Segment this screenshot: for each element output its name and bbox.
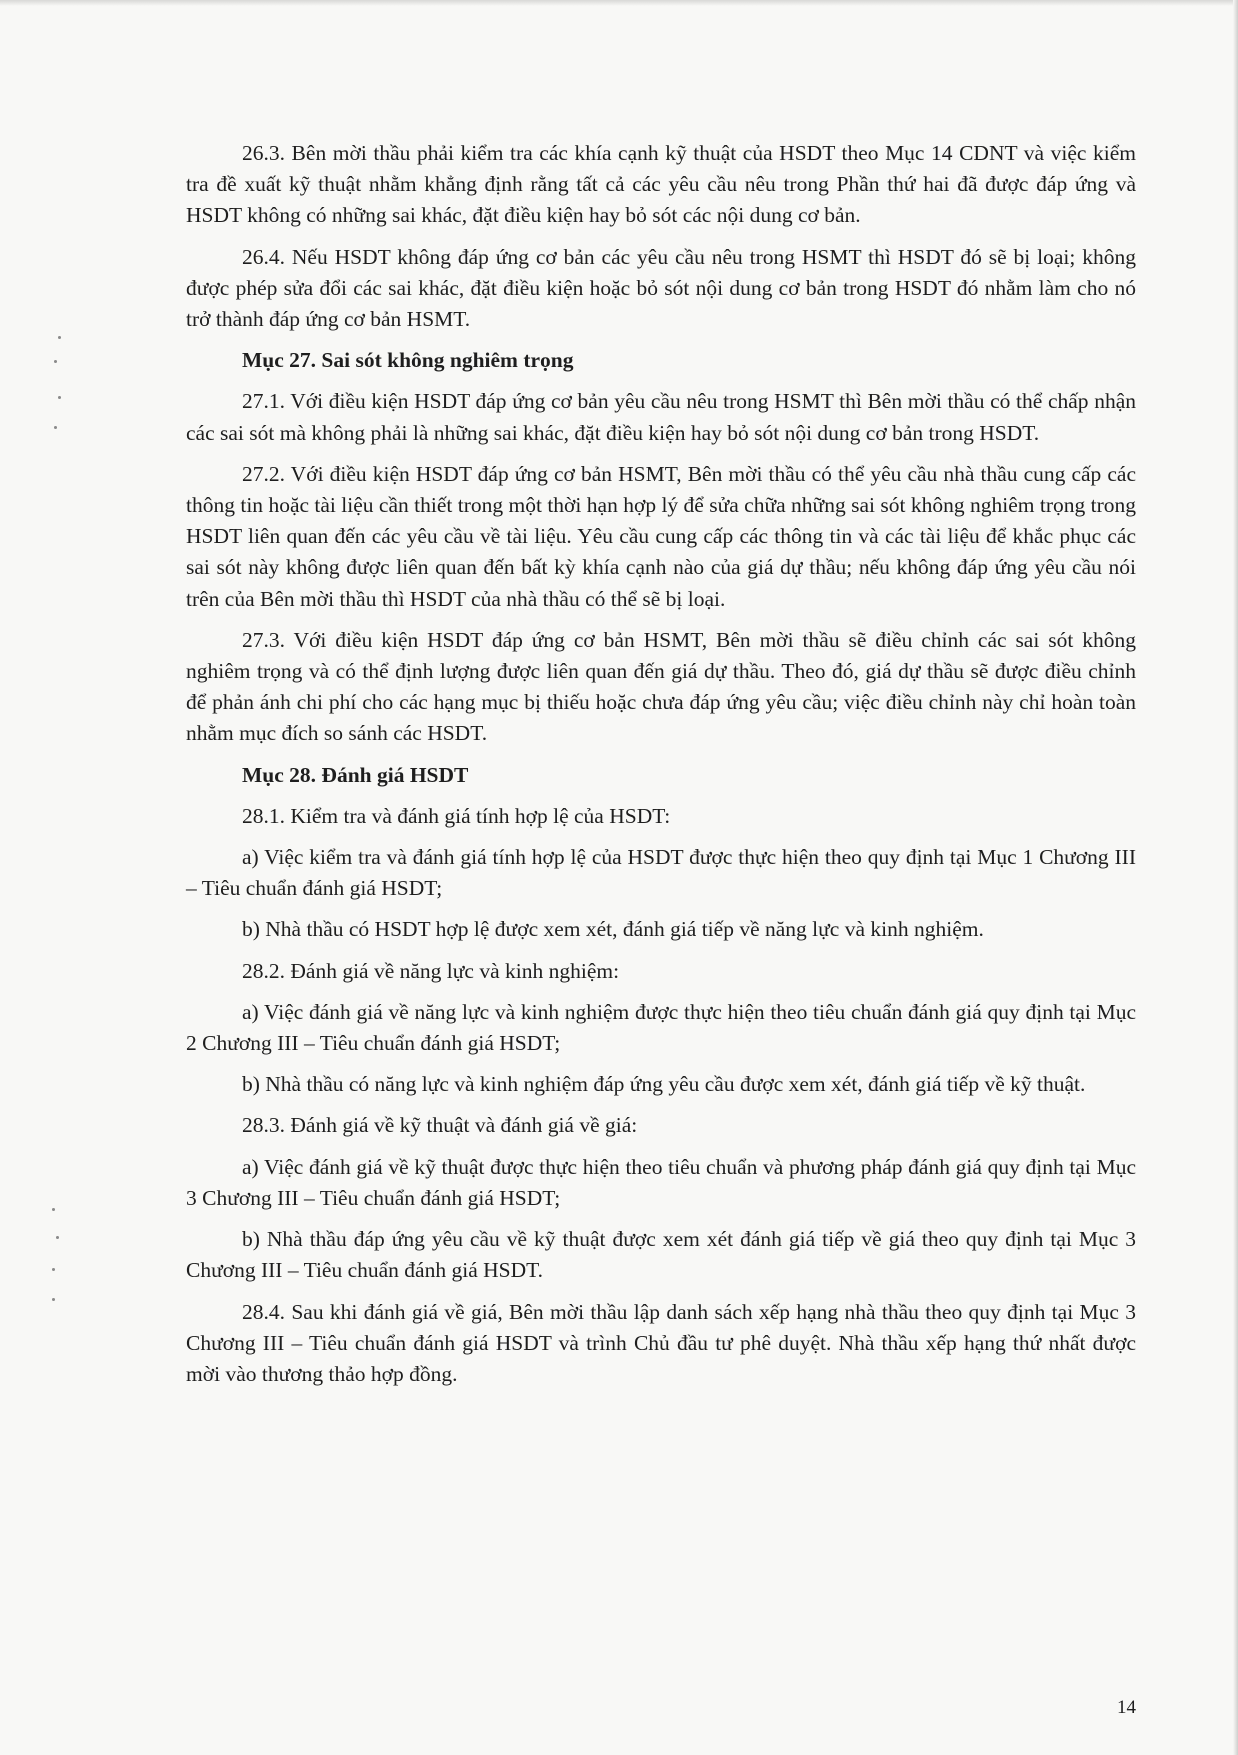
- scan-edge-top: [0, 0, 1238, 6]
- section-heading-28: Mục 28. Đánh giá HSDT: [242, 762, 469, 787]
- paragraph-28-3-a: a) Việc đánh giá về kỹ thuật được thực hiện theo tiêu chuẩn và phương pháp đánh giá quy định tại Mục 3 Chương III – Tiêu chuẩn đánh giá HSDT;: [186, 1154, 1136, 1210]
- scan-speck: [58, 396, 61, 399]
- paragraph-26-4: 26.4. Nếu HSDT không đáp ứng cơ bản các yêu cầu nêu trong HSMT thì HSDT đó sẽ bị loại; không được phép sửa đổi các sai khác, đặt điều kiện hoặc bỏ sót nội dung cơ bản trong HSDT đó nhằm làm cho nó trở thành đáp ứng cơ bản HSMT.: [186, 244, 1136, 332]
- paragraph-28-3-b: b) Nhà thầu đáp ứng yêu cầu về kỹ thuật được xem xét đánh giá tiếp về giá theo quy định tại Mục 3 Chương III – Tiêu chuẩn đánh giá HSDT.: [186, 1227, 1136, 1283]
- scan-speck: [52, 1298, 55, 1301]
- document-body: [186, 138, 1136, 1400]
- scan-speck: [52, 1208, 55, 1211]
- paragraph-28-1-b: b) Nhà thầu có HSDT hợp lệ được xem xét, đánh giá tiếp về năng lực và kinh nghiệm.: [242, 917, 984, 942]
- paragraph-28-4: 28.4. Sau khi đánh giá về giá, Bên mời thầu lập danh sách xếp hạng nhà thầu theo quy định tại Mục 3 Chương III – Tiêu chuẩn đánh giá HSDT và trình Chủ đầu tư phê duyệt. Nhà thầu xếp hạng thứ nhất được mời vào thương thảo hợp đồng.: [186, 1299, 1136, 1386]
- paragraph-28-2-a: a) Việc đánh giá về năng lực và kinh nghiệm được thực hiện theo tiêu chuẩn đánh giá quy định tại Mục 2 Chương III – Tiêu chuẩn đánh giá HSDT;: [186, 999, 1136, 1056]
- paragraph-28-3: 28.3. Đánh giá về kỹ thuật và đánh giá về giá:: [242, 1113, 638, 1138]
- paragraph-27-3: 27.3. Với điều kiện HSDT đáp ứng cơ bản HSMT, Bên mời thầu sẽ điều chỉnh các sai sót không nghiêm trọng và có thể định lượng được liên quan đến giá dự thầu. Theo đó, giá dự thầu sẽ được điều chỉnh để phản ánh chi phí cho các hạng mục bị thiếu hoặc chưa đáp ứng yêu cầu; việc điều chỉnh này chỉ hoàn toàn nhằm mục đích so sánh các HSDT.: [186, 627, 1136, 746]
- paragraph-28-2-b: b) Nhà thầu có năng lực và kinh nghiệm đáp ứng yêu cầu được xem xét, đánh giá tiếp về kỹ thuật.: [242, 1072, 1086, 1097]
- scan-speck: [54, 426, 57, 429]
- section-heading-27: Mục 27. Sai sót không nghiêm trọng: [242, 348, 574, 373]
- paragraph-27-2: 27.2. Với điều kiện HSDT đáp ứng cơ bản HSMT, Bên mời thầu có thể yêu cầu nhà thầu cung cấp các thông tin hoặc tài liệu cần thiết trong một thời hạn hợp lý để sửa chữa những sai sót không nghiêm trọng trong HSDT liên quan đến các yêu cầu về tài liệu. Yêu cầu cung cấp các thông tin và các tài liệu để khắc phục các sai sót này không được liên quan đến bất kỳ khía cạnh nào của giá dự thầu; nếu không đáp ứng yêu cầu nói trên của Bên mời thầu thì HSDT của nhà thầu có thể sẽ bị loại.: [186, 461, 1136, 611]
- scan-speck: [58, 336, 61, 339]
- paragraph-28-2: 28.2. Đánh giá về năng lực và kinh nghiệm:: [242, 958, 620, 983]
- paragraph-28-1-a: a) Việc kiểm tra và đánh giá tính hợp lệ của HSDT được thực hiện theo quy định tại Mục 1 Chương III – Tiêu chuẩn đánh giá HSDT;: [186, 845, 1136, 901]
- page-number: 14: [1117, 1697, 1136, 1718]
- scan-speck: [52, 1268, 55, 1271]
- paragraph-28-1: 28.1. Kiểm tra và đánh giá tính hợp lệ của HSDT:: [242, 803, 671, 828]
- paragraph-27-1: 27.1. Với điều kiện HSDT đáp ứng cơ bản yêu cầu nêu trong HSMT thì Bên mời thầu có thể chấp nhận các sai sót mà không phải là những sai khác, đặt điều kiện hay bỏ sót nội dung cơ bản trong HSDT.: [186, 389, 1136, 445]
- scan-edge-right: [1233, 0, 1238, 1755]
- scan-speck: [54, 360, 57, 363]
- paragraph-26-3: 26.3. Bên mời thầu phải kiểm tra các khía cạnh kỹ thuật của HSDT theo Mục 14 CDNT và việc kiểm tra đề xuất kỹ thuật nhằm khẳng định rằng tất cả các yêu cầu nêu trong Phần thứ hai đã được đáp ứng và HSDT không có những sai khác, đặt điều kiện hay bỏ sót các nội dung cơ bản.: [186, 141, 1136, 228]
- scan-speck: [56, 1236, 59, 1239]
